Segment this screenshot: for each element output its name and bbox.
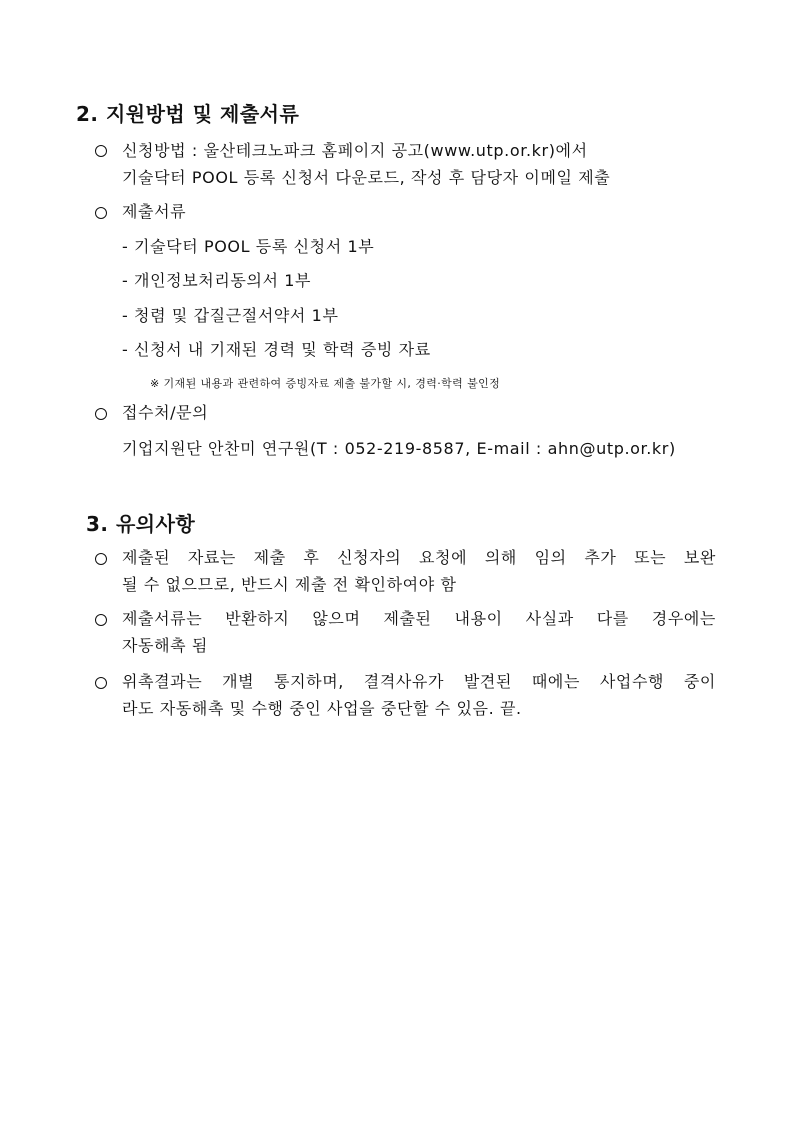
notice-item-3-line-2: 라도 자동해촉 및 수행 중인 사업을 중단할 수 있음. 끝. — [122, 699, 522, 718]
application-method-line-1: 신청방법 : 울산테크노파크 홈페이지 공고(www.utp.or.kr)에서 — [122, 141, 588, 160]
document-item: - 신청서 내 기재된 경력 및 학력 증빙 자료 — [122, 340, 431, 359]
notice-item-2-line-2: 자동해촉 됨 — [122, 636, 208, 655]
notice-item-1-line-2: 될 수 없으므로, 반드시 제출 전 확인하여야 함 — [122, 575, 457, 594]
notice-item-1-line-1: 제출된 자료는 제출 후 신청자의 요청에 의해 임의 추가 또는 보완 — [122, 548, 716, 567]
circle-bullet-icon — [95, 553, 107, 565]
document-item: - 청렴 및 갑질근절서약서 1부 — [122, 306, 339, 325]
contact-label: 접수처/문의 — [122, 403, 209, 422]
contact-value: 기업지원단 안찬미 연구원(T : 052-219-8587, E-mail : ahn@utp.or.kr) — [122, 439, 676, 458]
documents-label: 제출서류 — [122, 202, 187, 221]
circle-bullet-icon — [95, 145, 107, 157]
section-2-heading: 2. 지원방법 및 제출서류 — [76, 102, 300, 126]
circle-bullet-icon — [95, 207, 107, 219]
circle-bullet-icon — [95, 614, 107, 626]
section-3-heading: 3. 유의사항 — [86, 512, 196, 536]
circle-bullet-icon — [95, 408, 107, 420]
circle-bullet-icon — [95, 677, 107, 689]
notice-item-3-line-1: 위촉결과는 개별 통지하며, 결격사유가 발견된 때에는 사업수행 중이 — [122, 672, 716, 691]
document-item: - 기술닥터 POOL 등록 신청서 1부 — [122, 237, 375, 256]
application-method-line-2: 기술닥터 POOL 등록 신청서 다운로드, 작성 후 담당자 이메일 제출 — [122, 168, 611, 187]
notice-item-2-line-1: 제출서류는 반환하지 않으며 제출된 내용이 사실과 다를 경우에는 — [122, 609, 716, 628]
documents-note: ※ 기재된 내용과 관련하여 증빙자료 제출 불가할 시, 경력·학력 불인정 — [150, 377, 501, 390]
document-item: - 개인정보처리동의서 1부 — [122, 271, 312, 290]
